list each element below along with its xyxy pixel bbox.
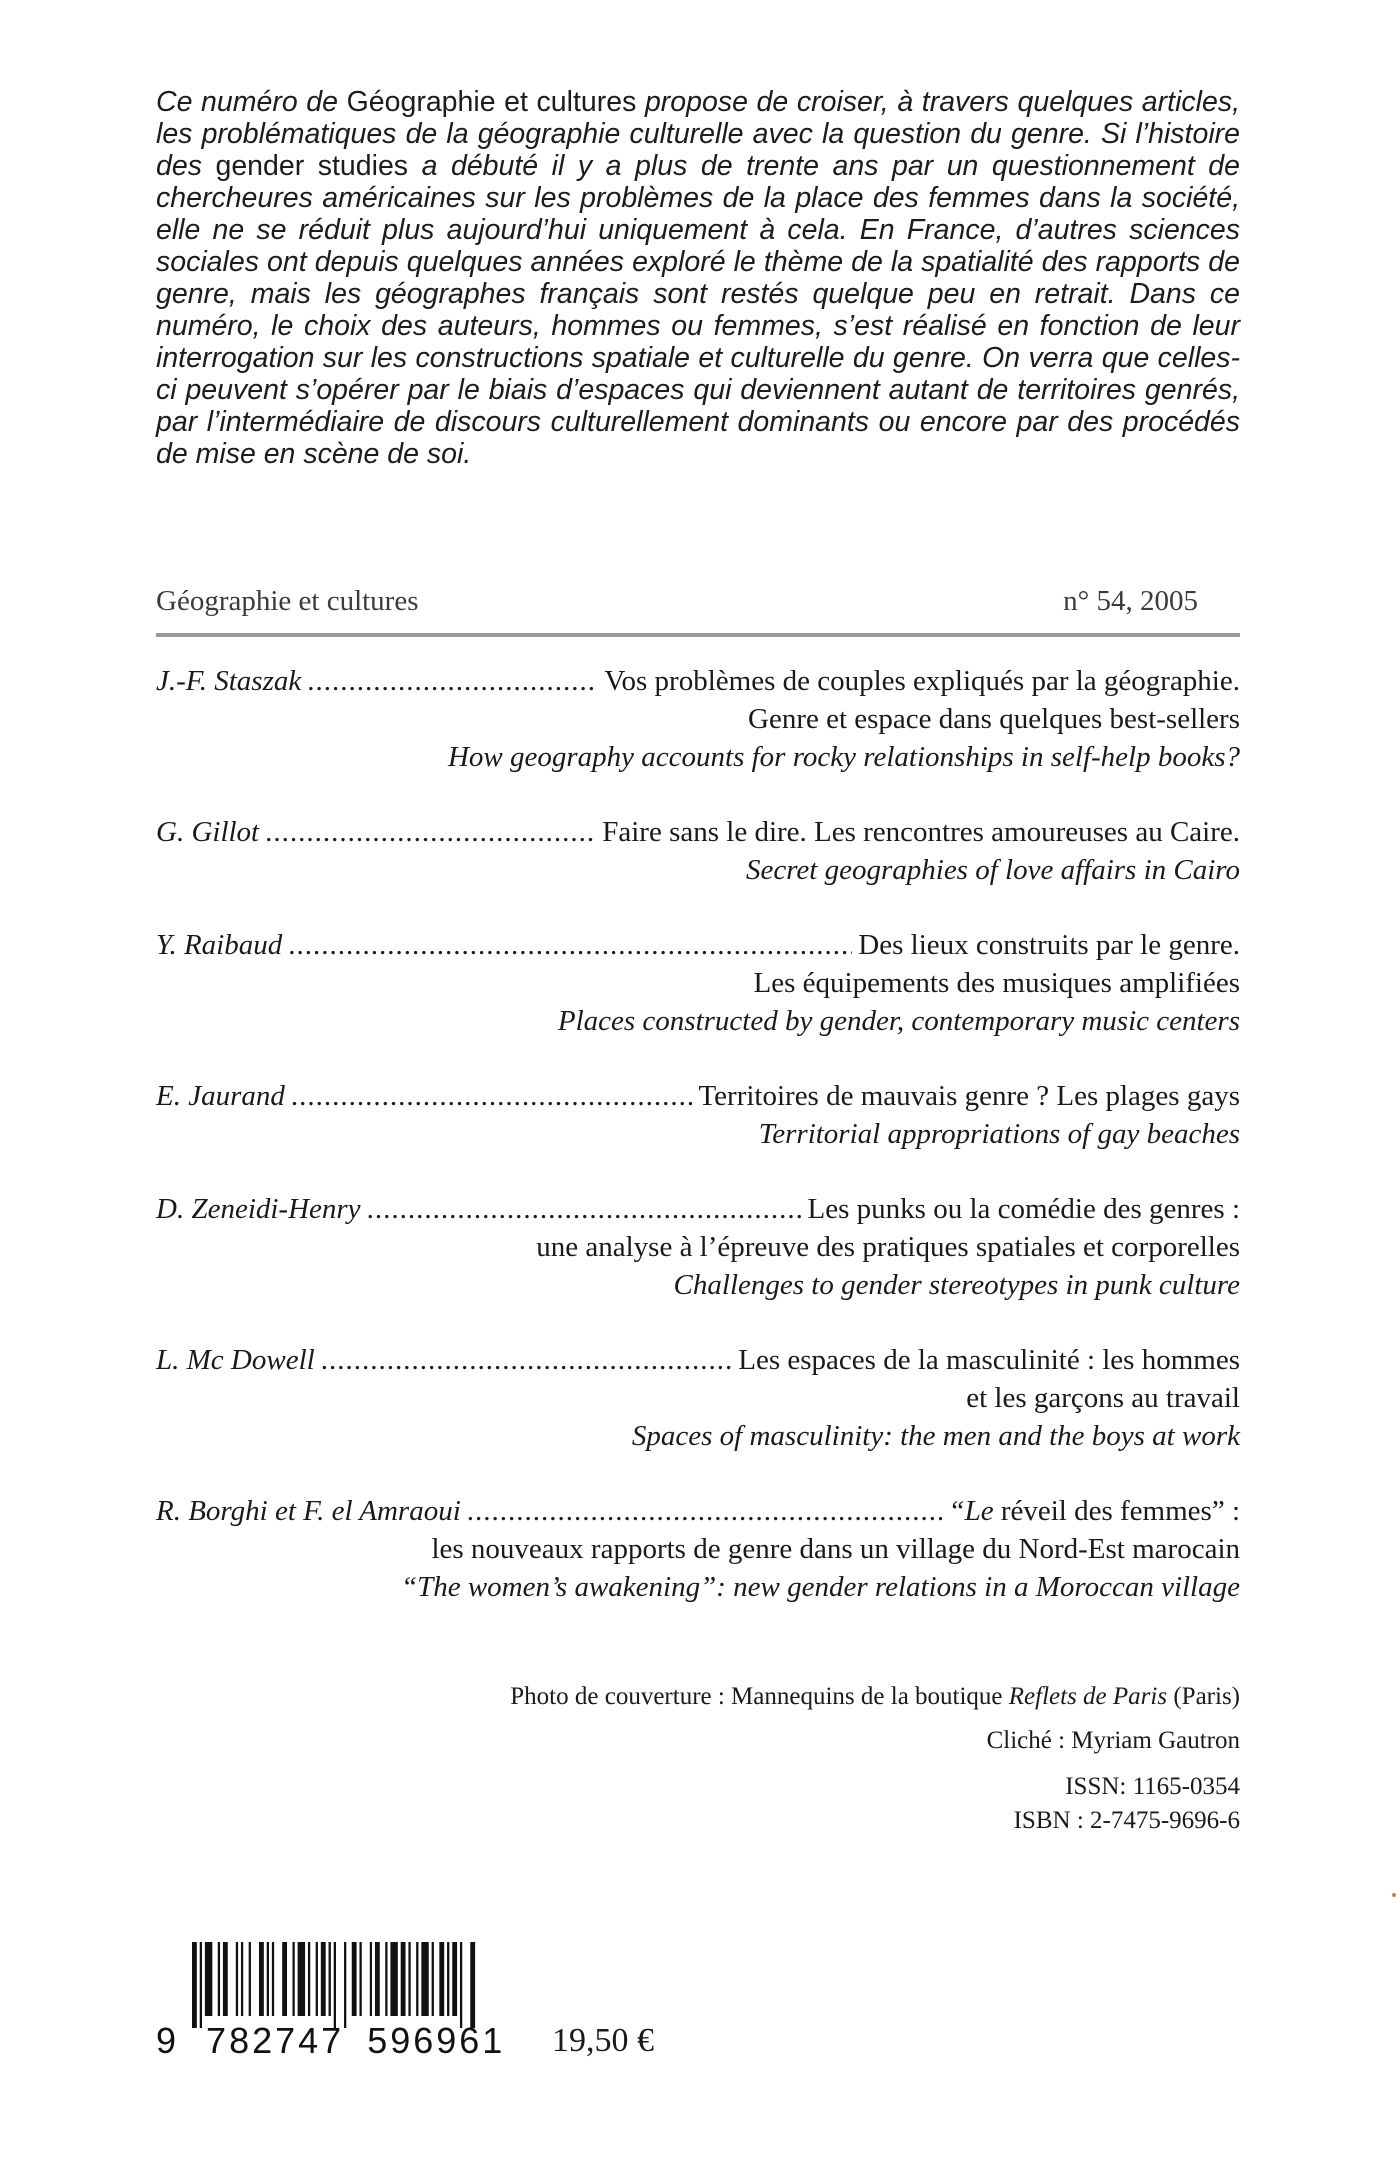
toc-subtitle: et les garçons au travail <box>966 1382 1240 1414</box>
toc-entry-zeneidi-henry <box>156 1190 1240 1304</box>
toc-title: Des lieux construits par le genre. <box>858 929 1240 961</box>
toc-title: Vos problèmes de couples expliqués par la géographie. <box>604 665 1240 697</box>
barcode-bar <box>272 1942 274 2016</box>
barcode-bar <box>267 1942 269 2016</box>
print-speck <box>1392 1893 1396 1897</box>
barcode-bar <box>452 1942 457 2016</box>
barcode-bar <box>334 1942 336 2028</box>
photo-credit <box>510 1680 1240 1714</box>
toc-title: Les espaces de la masculinité : les hommes <box>738 1344 1240 1376</box>
leader-dots <box>265 813 596 851</box>
toc-author: J.-F. Staszak <box>156 665 302 697</box>
toc-author: Y. Raibaud <box>156 929 283 961</box>
barcode-bar <box>470 1942 475 2028</box>
toc-title: Faire sans le dire. Les rencontres amoureuses au Caire. <box>602 816 1240 848</box>
barcode-bar <box>259 1942 264 2016</box>
barcode-bar <box>241 1942 243 2016</box>
barcode-bar <box>370 1942 372 2016</box>
barcode-digits-right: 596961 <box>367 2020 506 2061</box>
leader-dots <box>467 1492 943 1530</box>
summary-text-2: propose de croiser, à travers quelques articles, les problématiques de la géographie culturelle avec la question du genre. Si l’histoire des <box>156 86 1240 182</box>
toc-english-title: Spaces of masculinity: the men and the boys at work <box>631 1420 1240 1452</box>
toc-english-title: Secret geographies of love affairs in Cairo <box>745 854 1240 886</box>
toc-english-title: How geography accounts for rocky relationships in self-help books? <box>447 741 1240 773</box>
leader-dots <box>307 662 598 700</box>
divider-rule <box>156 633 1240 637</box>
leader-dots <box>291 1077 693 1115</box>
toc-entry-staszak <box>156 662 1240 776</box>
toc-english-title: “The women’s awakening”: new gender relations in a Moroccan village <box>400 1571 1240 1603</box>
barcode-bar <box>236 1942 238 2016</box>
barcode-bar <box>321 1942 326 2016</box>
barcode-bar <box>352 1942 357 2016</box>
barcode-bar <box>205 1942 212 2016</box>
toc-subtitle: une analyse à l’épreuve des pratiques spatiales et corporelles <box>536 1231 1240 1263</box>
toc-entry-raibaud <box>156 926 1240 1040</box>
barcode-bar <box>329 1942 331 2016</box>
barcode-bar <box>292 1942 294 2016</box>
barcode-bar <box>390 1942 397 2016</box>
barcode-bar <box>416 1942 418 2016</box>
barcode-bar <box>421 1942 428 2016</box>
photo-credit-prefix: Photo de couverture : Mannequins de la boutique <box>510 1683 1009 1710</box>
toc-title: Territoires de mauvais genre ? Les plages gays <box>698 1080 1240 1112</box>
toc-subtitle: Genre et espace dans quelques best-sellers <box>748 703 1240 735</box>
toc-subtitle: Les équipements des musiques amplifiées <box>753 967 1240 999</box>
leader-dots <box>367 1190 802 1228</box>
summary-text-1: Ce numéro de <box>156 86 347 118</box>
toc-subtitle: les nouveaux rapports de genre dans un village du Nord-Est marocain <box>431 1533 1240 1565</box>
leader-dots <box>288 926 852 964</box>
toc-author: D. Zeneidi-Henry <box>156 1193 361 1225</box>
barcode-bar <box>460 1942 462 2028</box>
gender-studies-term: gender studies <box>215 150 409 182</box>
barcode-bar <box>200 1942 202 2028</box>
barcode-bar <box>439 1942 444 2016</box>
journal-title: Géographie et cultures <box>156 585 419 617</box>
ean-barcode <box>192 1942 478 2028</box>
barcode-bar <box>375 1942 380 2016</box>
summary-text-3: a débuté il y a plus de trente ans par un questionnement de chercheures américaines sur les problèmes de la place des femmes dans la société, elle ne se réduit plus aujourd’hui uniquement à cela. En France, d’autres sciences sociales ont depuis quelques années exploré le thème de la spatialité des rapports de genre, mais les géographes français sont restés quelque peu en retrait. Dans ce numéro, le choix des auteurs, hommes ou femmes, s’est réalisé en fonction de leur interrogation sur les constructions spatiale et culturelle du genre. On verra que celles-ci peuvent s’opérer par le biais d’espaces qui deviennent autant de territoires genrés, par l’intermédiaire de discours culturellement dominants ou encore par des procédés de mise en scène de soi. <box>156 150 1240 470</box>
barcode-bar <box>316 1942 318 2016</box>
toc-entry-jaurand <box>156 1077 1240 1153</box>
toc-title <box>948 1492 1240 1530</box>
toc-author: L. Mc Dowell <box>156 1344 315 1376</box>
isbn: ISBN : 2-7475-9696-6 <box>1013 1807 1240 1834</box>
barcode-bar <box>447 1942 449 2016</box>
barcode-bar <box>249 1942 251 2016</box>
toc-title: Les punks ou la comédie des genres : <box>807 1193 1240 1225</box>
barcode-bar <box>223 1942 228 2016</box>
masthead <box>156 585 1240 618</box>
issue-number: n° 54, 2005 <box>1063 585 1198 617</box>
shop-name: Reflets de Paris <box>1008 1683 1168 1710</box>
toc-author: G. Gillot <box>156 816 260 848</box>
journal-name-inline: Géographie et cultures <box>346 86 637 118</box>
barcode-bar <box>359 1942 361 2016</box>
table-of-contents <box>156 662 1240 1643</box>
barcode-bar <box>401 1942 406 2016</box>
barcode-bar <box>192 1942 197 2028</box>
barcode-bar <box>282 1942 287 2016</box>
toc-title-rest: réveil des femmes” : <box>993 1495 1240 1527</box>
barcode-bar <box>308 1942 310 2016</box>
barcode-bar <box>298 1942 305 2016</box>
barcode-digit-first: 9 <box>156 2020 180 2061</box>
barcode-digits <box>156 2020 505 2062</box>
price: 19,50 € <box>552 2022 654 2059</box>
barcode-bar <box>408 1942 410 2016</box>
barcode-bar <box>432 1942 434 2016</box>
credits <box>510 1680 1240 1838</box>
toc-english-title: Territorial appropriations of gay beaches <box>758 1118 1240 1150</box>
barcode-bar <box>385 1942 387 2016</box>
leader-dots <box>321 1341 733 1379</box>
photographer-credit: Cliché : Myriam Gautron <box>986 1727 1240 1754</box>
barcode-bar <box>344 1942 346 2028</box>
toc-english-title: Places constructed by gender, contemporary music centers <box>557 1005 1240 1037</box>
toc-english-title: Challenges to gender stereotypes in punk culture <box>673 1269 1240 1301</box>
photo-credit-suffix: (Paris) <box>1167 1683 1240 1710</box>
toc-entry-gillot <box>156 813 1240 889</box>
toc-author: E. Jaurand <box>156 1080 285 1112</box>
toc-title-italic: “Le <box>948 1495 994 1527</box>
barcode-digits-left: 782747 <box>206 2020 345 2061</box>
toc-author: R. Borghi et F. el Amraoui <box>156 1495 461 1527</box>
toc-entry-mcdowell <box>156 1341 1240 1455</box>
toc-entry-borghi-amraoui <box>156 1492 1240 1606</box>
barcode-bar <box>218 1942 220 2016</box>
back-cover-summary <box>156 86 1240 470</box>
issn: ISSN: 1165-0354 <box>1065 1773 1240 1800</box>
